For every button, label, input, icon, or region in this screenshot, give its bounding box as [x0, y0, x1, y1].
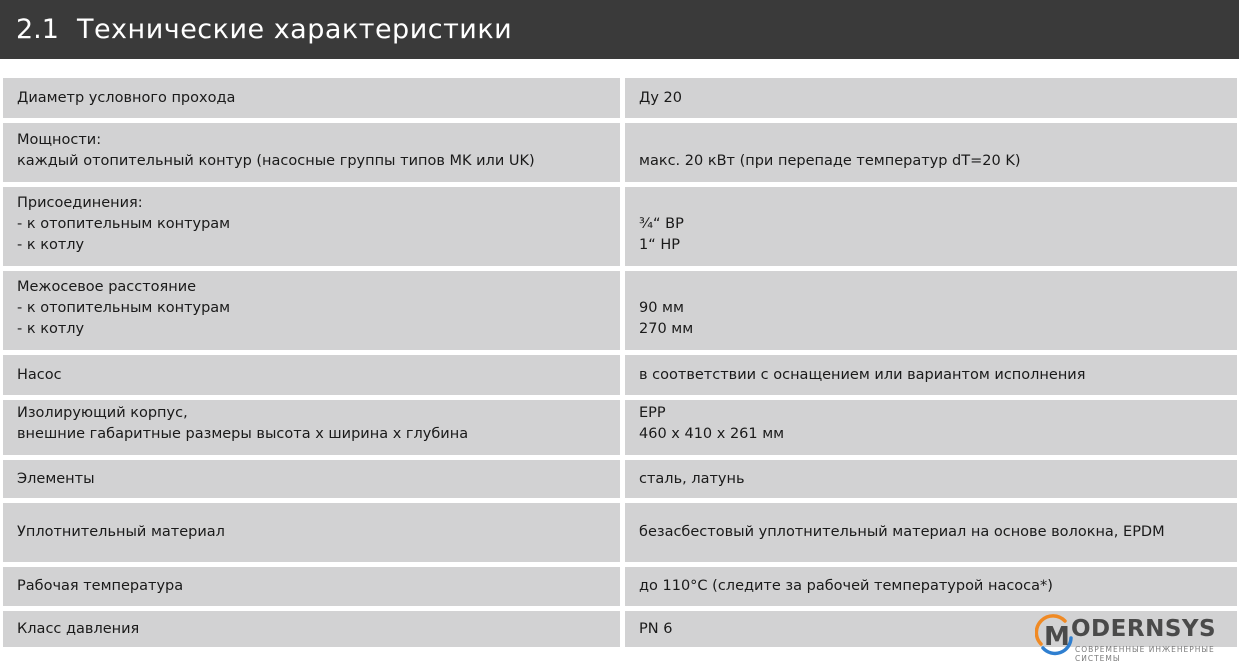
- value-cell: PN 6: [625, 611, 1237, 647]
- svg-text:M: M: [1044, 622, 1070, 652]
- param-cell: Межосевое расстояние - к отопительным контурам - к котлу: [3, 271, 620, 350]
- table-row: [3, 123, 1237, 182]
- param-cell: Мощности: каждый отопительный контур (насосные группы типов MK или UK): [3, 123, 620, 182]
- value-cell: безасбестовый уплотнительный материал на основе волокна, EPDM: [625, 503, 1237, 562]
- value-cell: макс. 20 кВт (при перепаде температур dT=20 K): [625, 123, 1237, 182]
- param-cell: Диаметр условного прохода: [3, 78, 620, 118]
- modernsys-logo: [1035, 614, 1235, 663]
- section-title: Технические характеристики: [76, 14, 513, 45]
- logo-word: ODERNSYS: [1071, 616, 1217, 642]
- param-cell: Присоединения: - к отопительным контурам - к котлу: [3, 187, 620, 266]
- param-cell: Насос: [3, 355, 620, 395]
- table-row: [3, 400, 1237, 455]
- table-row: [3, 78, 1237, 118]
- value-cell: Ду 20: [625, 78, 1237, 118]
- section-number: 2.1: [16, 14, 59, 45]
- value-cell: EPP 460 x 410 x 261 мм: [625, 400, 1237, 455]
- param-cell: Рабочая температура: [3, 567, 620, 606]
- specs-table: [3, 78, 1237, 652]
- value-cell: 90 мм 270 мм: [625, 271, 1237, 350]
- value-cell: в соответствии с оснащением или вариантом исполнения: [625, 355, 1237, 395]
- table-row: [3, 355, 1237, 395]
- value-cell: ¾“ ВР 1“ НР: [625, 187, 1237, 266]
- table-row: [3, 187, 1237, 266]
- param-cell: Класс давления: [3, 611, 620, 647]
- section-header: [0, 0, 1239, 59]
- table-row: [3, 503, 1237, 562]
- table-row: [3, 567, 1237, 606]
- table-row: [3, 460, 1237, 498]
- table-row: [3, 271, 1237, 350]
- logo-tagline: СОВРЕМЕННЫЕ ИНЖЕНЕРНЫЕ СИСТЕМЫ: [1075, 645, 1215, 663]
- param-cell: Элементы: [3, 460, 620, 498]
- param-cell: Уплотнительный материал: [3, 503, 620, 562]
- value-cell: до 110°C (следите за рабочей температурой насоса*): [625, 567, 1237, 606]
- value-cell: сталь, латунь: [625, 460, 1237, 498]
- param-cell: Изолирующий корпус, внешние габаритные размеры высота x ширина x глубина: [3, 400, 620, 455]
